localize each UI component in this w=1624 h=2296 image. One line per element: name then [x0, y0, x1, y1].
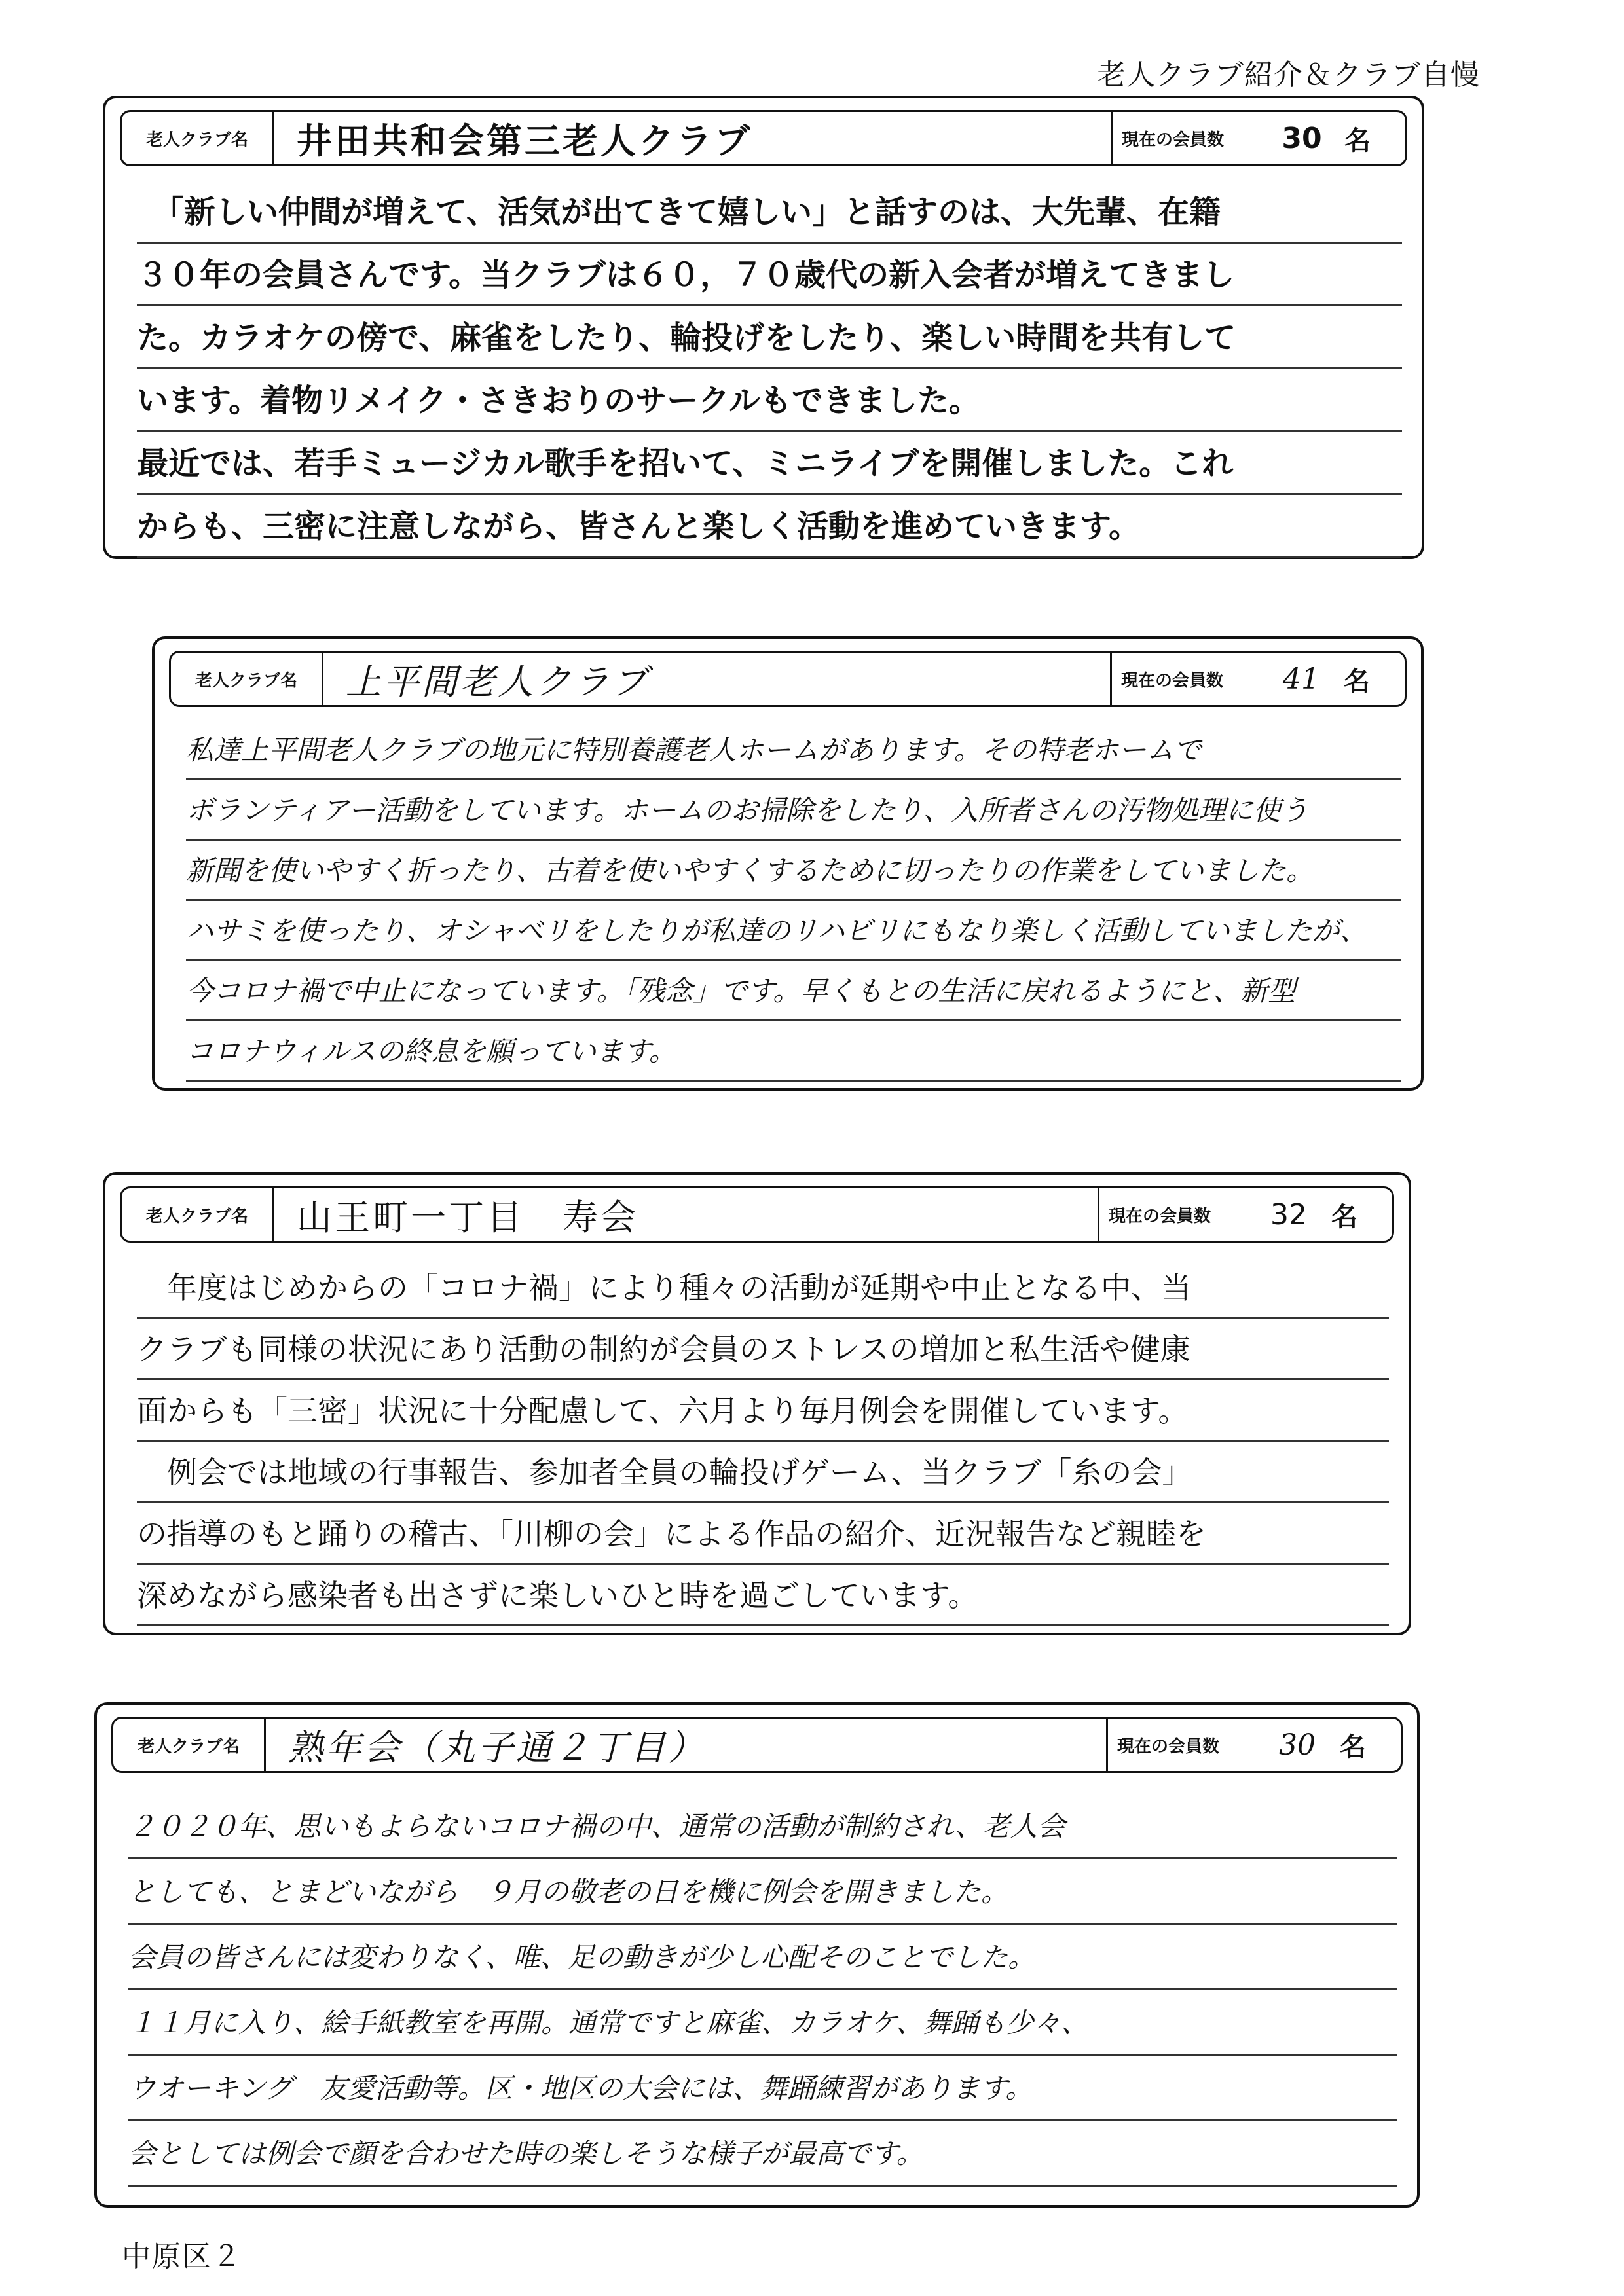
- member-unit: 名: [1340, 1732, 1366, 1762]
- member-unit: 名: [1331, 1201, 1357, 1232]
- club-name-label: 老人クラブ名: [122, 112, 274, 164]
- member-count: [1111, 112, 1405, 164]
- club-description: ２０２０年、思いもよらないコロナ禍の中、通常の活動が制約され、老人会 としても、とまどいながら ９月の敬老の日を機に例会を開きました。 会員の皆さんには変わりなく、唯、足の動きが少し心配そのことでした。 １１月に入り、絵手紙教室を再開。通常ですと麻雀、カラオケ、舞踊も少々、 ウオーキング 友愛活動等。区・地区の大会には、舞踊練習があります。 会としては例会で顔を合わせた時の楽しそうな様子が最高です。: [128, 1794, 1397, 2187]
- club-card-1: [103, 96, 1424, 559]
- club-card-header: [120, 110, 1407, 166]
- club-description: 年度はじめからの「コロナ禍」により種々の活動が延期や中止となる中、当 クラブも同様の状況にあり活動の制約が会員のストレスの増加と私生活や健康 面からも「三密」状況に十分配慮して、六月より毎月例会を開催しています。 例会では地域の行事報告、参加者全員の輪投げゲーム、当クラブ「糸の会」 の指導のもと踊りの稽古、「川柳の会」による作品の紹介、近況報告など親睦を 深めながら感染者も出さずに楽しいひと時を過ごしています。: [137, 1257, 1389, 1626]
- member-count-label: 現在の会員数: [1122, 130, 1225, 150]
- member-unit: 名: [1344, 666, 1370, 697]
- club-description: 私達上平間老人クラブの地元に特別養護老人ホームがあります。その特老ホームで ボランティアー活動をしています。ホームのお掃除をしたり、入所者さんの汚物処理に使う 新聞を使いやすく折ったり、古着を使いやすくするために切ったりの作業をしていました。 ハサミを使ったり、オシャベリをしたりが私達のリハビリにもなり楽しく活動していましたが、 今コロナ禍で中止になっています。「残念」です。早くもとの生活に戻れるようにと、新型 コロナウィルスの終息を願っています。: [186, 720, 1401, 1082]
- club-card-header: [111, 1717, 1403, 1773]
- club-card-header: [120, 1186, 1394, 1243]
- club-name: 井田共和会第三老人クラブ: [297, 120, 752, 162]
- member-count: [1098, 1188, 1392, 1241]
- member-count: [1106, 1719, 1401, 1771]
- club-description: 「新しい仲間が増えて、活気が出てきて嬉しい」と話すのは、大先輩、在籍 ３０年の会員さんです。当クラブは６０，７０歳代の新入会者が増えてきまし た。カラオケの傍で、麻雀をしたり、輪投げをしたり、楽しい時間を共有して います。着物リメイク・さきおりのサークルもできました。 最近では、若手ミュージカル歌手を招いて、ミニライブを開催しました。これ からも、三密に注意しながら、皆さんと楽しく活動を進めていきます。: [137, 181, 1402, 558]
- member-count-value: 30: [1279, 1728, 1316, 1762]
- member-unit: 名: [1344, 125, 1371, 156]
- page-header-title: 老人クラブ紹介＆クラブ自慢: [1097, 58, 1480, 92]
- member-count-label: 現在の会員数: [1121, 670, 1224, 691]
- member-count-value: 41: [1283, 662, 1320, 696]
- club-name-label: 老人クラブ名: [113, 1719, 266, 1771]
- member-count-value: 32: [1270, 1197, 1307, 1231]
- member-count-label: 現在の会員数: [1117, 1736, 1220, 1757]
- club-card-3: [103, 1172, 1411, 1635]
- club-name: 熟年会（丸子通２丁目）: [288, 1726, 706, 1768]
- club-card-header: [169, 651, 1407, 707]
- club-name-label: 老人クラブ名: [171, 653, 323, 705]
- member-count-label: 現在の会員数: [1109, 1206, 1211, 1226]
- club-card-2: [152, 636, 1424, 1091]
- member-count-value: 30: [1282, 121, 1322, 155]
- club-name: 山王町一丁目 寿会: [297, 1196, 638, 1238]
- page-footer: 中原区２: [122, 2240, 242, 2273]
- member-count: [1110, 653, 1405, 705]
- club-card-4: [94, 1702, 1420, 2208]
- club-name: 上平間老人クラブ: [346, 661, 650, 702]
- club-name-label: 老人クラブ名: [122, 1188, 274, 1241]
